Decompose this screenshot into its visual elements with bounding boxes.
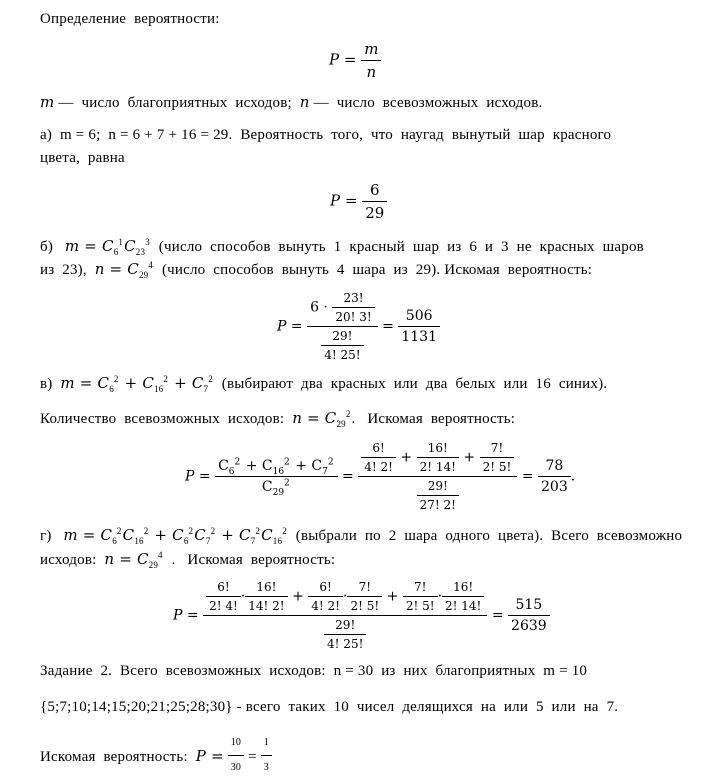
part-g-line1: г) $m = C_6^2C_{16}^2 + C_6^2C_7^2 + C_7^2C_{16}^2$ (выбрали по 2 шара одного цвета). Всего всевозможно (40, 526, 683, 546)
task2-line1: Задание 2. Всего всевозможных исходов: n = 30 из них благоприятных m = 10 (40, 663, 588, 679)
task2-line3: Искомая вероятность: P = $\frac{10}{30}$ = $\frac{1}{3}$ (40, 735, 272, 780)
formula-v: P = $\frac{C_6^2 + C_{16}^2 + C_7^2}{C_{29}^2}$ = $\frac{6!}{4! 2!}$ + $\frac{16!}{2! 14!}$ + $\frac{7!}{2! 5!}$ $\frac{29!}{27! 2!}$ = $\frac{78}{203}$ . (185, 441, 576, 512)
formula-a: P = $\frac{6}{29}$ (330, 181, 387, 222)
part-g-line2: исходов: $n = C_{29}^4$ . Искомая вероятность: (40, 550, 336, 570)
formula-b: P = 6 · $\frac{23!}{20! 3!}$ $\frac{29!}{4! 25!}$ = $\frac{506}{1131}$ (277, 291, 440, 362)
part-b-line1: б) $m = C_6^1C_{23}^3$ (число способов вынуть 1 красный шар из 6 и 3 не красных шаров (40, 237, 644, 257)
part-a-line2: цвета, равна (40, 150, 125, 166)
definition-legend: m — число благоприятных исходов; n — число всевозможных исходов. (40, 93, 543, 111)
task2-line2: {5;7;10;14;15;20;21;25;28;30} - всего таких 10 чисел делящихся на или 5 или на 7. (40, 699, 619, 715)
part-a-line1: а) m = 6; n = 6 + 7 + 16 = 29. Вероятность того, что наугад вынутый шар красного (40, 127, 612, 143)
formula-definition: P = $\frac{m}{n}$ (329, 40, 381, 81)
definition-heading: Определение вероятности: (40, 11, 220, 27)
formula-g: P = $\frac{6!}{2! 4!}$ · $\frac{16!}{14! 2!}$ + $\frac{6!}{4! 2!}$ · $\frac{7!}{2! 5!}$ + $\frac{7!}{2! 5!}$ · $\frac{16!}{2! 14!}$ $\frac{29!}{4! 25!}$ = $\frac{515}{2639}$ (173, 580, 550, 651)
part-v-line2: Количество всевозможных исходов: $n = C_{29}^2$. Искомая вероятность: (40, 409, 516, 429)
part-v-line1: в) $m = C_6^2 + C_{16}^2 + C_7^2$ (выбирают два красных или два белых или 16 синих). (40, 374, 608, 394)
part-b-line2: из 23), $n = C_{29}^4$ (число способов вынуть 4 шара из 29). Искомая вероятность: (40, 260, 593, 280)
